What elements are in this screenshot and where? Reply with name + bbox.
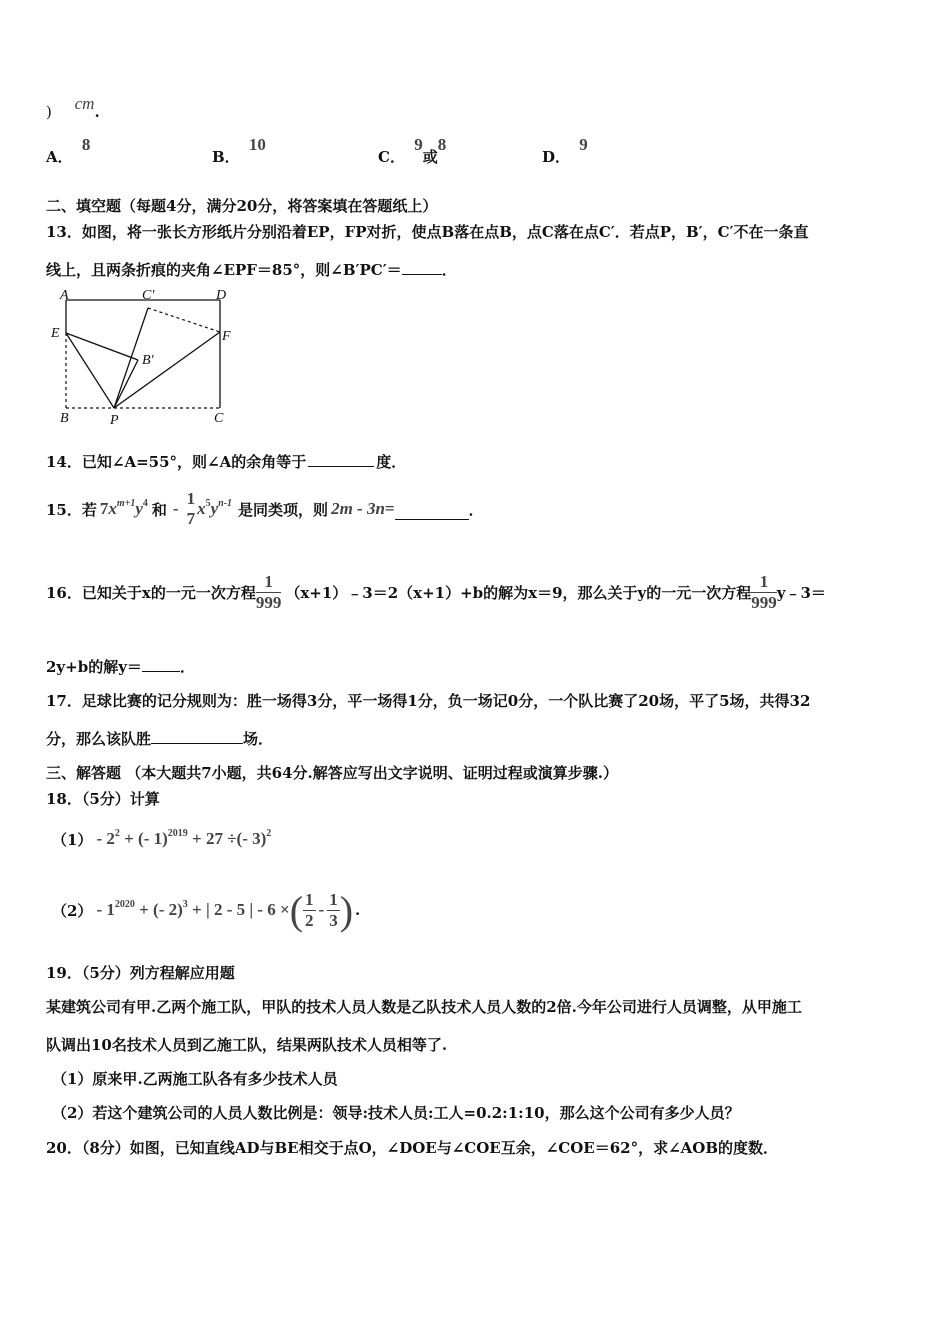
fold-fp (114, 332, 220, 408)
label-f: F (222, 329, 231, 344)
q13-figure (44, 288, 244, 430)
q18-fraction-2: $\frac{1}{3}$ (329, 889, 338, 930)
q16-line2: 2y+b的解y＝ ． (46, 658, 195, 676)
seg-c-prime-f (148, 308, 220, 332)
q17-line2: 分，那么该队胜 场． (46, 730, 274, 748)
q18-fraction-1: $\frac{1}{2}$ (305, 889, 314, 930)
q16-fraction-1: $\frac{1}{999}$ (255, 571, 282, 612)
q16-line1: 16．已知关于x的一元一次方程 $\frac{1}{999}$ （x+1）﹣3＝2（x+1）+b的解为x＝9，那么关于y的一元一次方程 $\frac{1}{999}$ y﹣3＝ (46, 571, 826, 612)
q19-sub1: （1）原来甲.乙两施工队各有多少技术人员 (52, 1070, 338, 1088)
q13-line1: 13．如图，将一张长方形纸片分别沿着EP，FP对折，使点B落在点B，点C落在点C′．若点P，B′，C′不在一条直 (46, 223, 809, 241)
label-a: A (60, 288, 69, 303)
label-p: P (110, 413, 119, 428)
q14: 14．已知∠A=55°，则∠A的余角等于 度． (46, 453, 407, 471)
seg-eb-prime (66, 333, 138, 360)
option-a: A． 8 (46, 135, 91, 166)
label-c: C (214, 411, 224, 426)
q19-line1: 某建筑公司有甲.乙两个施工队，甲队的技术人员人数是乙队技术人员人数的2倍.今年公司进行人员调整，从甲施工 (46, 998, 802, 1016)
q17-line1: 17．足球比赛的记分规则为：胜一场得3分，平一场得1分，负一场记0分，一个队比赛了20场，平了5场，共得32 (46, 692, 811, 710)
q19-title: 19．（5分）列方程解应用题 (46, 964, 235, 982)
option-c: C． 9或8 (378, 135, 447, 166)
q14-answer-blank[interactable] (308, 452, 374, 467)
section2-heading: 二、填空题（每题4分，满分20分，将答案填在答题纸上） (46, 197, 438, 215)
label-d: D (216, 288, 227, 303)
label-b: B (60, 411, 69, 426)
q17-answer-blank[interactable] (151, 729, 243, 744)
prev-question-tail: ) cm. (46, 94, 100, 121)
q13-line2: 线上，且两条折痕的夹角∠EPF＝85°，则∠B′PC′＝ ． (46, 261, 457, 279)
option-b: B． 10 (212, 135, 266, 166)
q19-line2: 队调出10名技术人员到乙施工队，结果两队技术人员相等了. (46, 1036, 448, 1054)
section3-heading: 三、解答题 （本大题共7小题，共64分.解答应写出文字说明、证明过程或演算步骤.） (46, 764, 618, 782)
q15-fraction: 1 7 (186, 489, 196, 528)
label-c-prime: C′ (142, 288, 155, 303)
q20: 20．（8分）如图，已知直线AD与BE相交于点O，∠DOE与∠COE互余，∠COE＝62°，求∠AOB的度数． (46, 1139, 779, 1157)
seg-b-prime-p (114, 360, 138, 408)
label-e: E (51, 326, 60, 341)
label-b-prime: B′ (142, 353, 154, 368)
q18-title: 18．（5分）计算 (46, 790, 160, 808)
q18-part2: （2） - $1^{2020}$ + (- 2)$^3$ + | 2 - 5 | - 6 × ( $\frac{1}{2}$ - $\frac{1}{3}$ ) . (52, 887, 361, 933)
option-d: D． 9 (542, 135, 588, 166)
q18-part1: （1） - $2^2$ + (- 1)$^{2019}$ + 27 ÷(- 3)$^2$ (52, 828, 272, 849)
unit-cm: cm (74, 94, 95, 113)
q13-answer-blank[interactable] (402, 260, 442, 275)
q16-answer-blank[interactable] (142, 657, 180, 672)
q15: 15．若 $7x^{m+1}y^4$ 和 - 1 7 $x^5y^{n-1}$ 是同类项，则 2m - 3n = ． (46, 489, 484, 528)
fold-ep (66, 333, 114, 408)
q19-sub2: （2）若这个建筑公司的人员人数比例是：领导:技术人员:工人=0.2:1:10，那么这个公司有多少人员？ (52, 1104, 740, 1122)
q16-fraction-2: $\frac{1}{999}$ (751, 571, 777, 612)
q15-answer-blank[interactable] (395, 505, 469, 520)
